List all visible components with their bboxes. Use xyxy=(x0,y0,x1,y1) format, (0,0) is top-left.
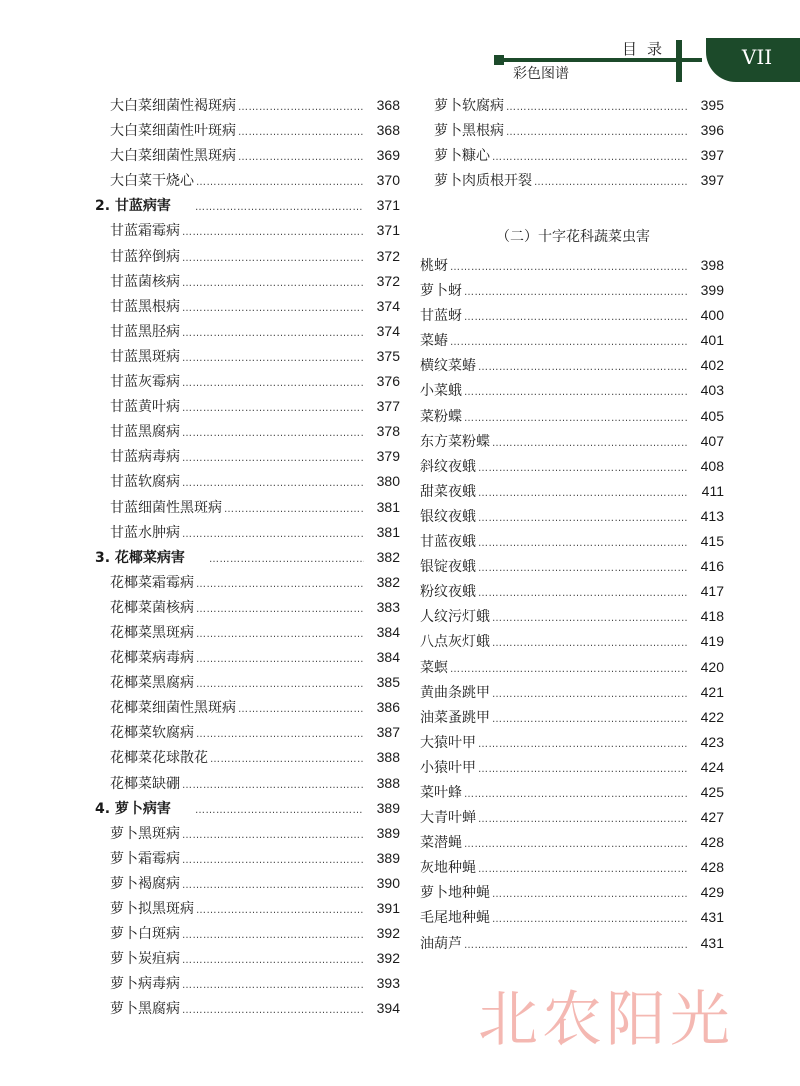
toc-entry[interactable] xyxy=(90,846,400,871)
toc-entry-page-number: 374 xyxy=(376,322,400,339)
toc-leader-dots xyxy=(492,707,688,732)
toc-entry-label: 萝卜病毒病 xyxy=(110,976,180,993)
toc-entry-page-number: 385 xyxy=(376,674,400,691)
toc-entry[interactable] xyxy=(420,143,724,168)
toc-entry[interactable] xyxy=(420,404,724,429)
toc-entry-label: 花椰菜细菌性黑斑病 xyxy=(110,700,236,717)
toc-leader-dots xyxy=(464,280,688,305)
toc-entry-label: 甘蓝黑腐病 xyxy=(110,424,180,441)
toc-entry-label: 甘蓝黑斑病 xyxy=(110,348,180,365)
toc-entry[interactable] xyxy=(90,645,400,670)
toc-entry[interactable] xyxy=(420,278,724,303)
toc-entry-page-number: 387 xyxy=(376,724,400,741)
toc-entry-label: 菜粉蝶 xyxy=(420,408,462,425)
toc-entry-page-number: 389 xyxy=(376,799,400,816)
toc-entry[interactable] xyxy=(420,168,724,193)
toc-entry-page-number: 389 xyxy=(376,849,400,866)
toc-entry-label: 甘蓝软腐病 xyxy=(110,474,180,491)
toc-leader-dots xyxy=(478,481,688,506)
toc-leader-dots xyxy=(478,506,688,531)
toc-entry-page-number: 420 xyxy=(700,658,724,675)
toc-entry[interactable] xyxy=(90,93,400,118)
toc-entry-label: 萝卜白斑病 xyxy=(110,926,180,943)
toc-entry-page-number: 368 xyxy=(376,97,400,113)
toc-entry-page-number: 428 xyxy=(700,834,724,851)
toc-entry-label: 萝卜软腐病 xyxy=(434,98,504,114)
toc-section-entry[interactable] xyxy=(90,796,400,821)
toc-entry[interactable] xyxy=(420,655,724,680)
toc-entry-label: 斜纹夜蛾 xyxy=(420,458,476,475)
toc-entry[interactable] xyxy=(420,504,724,529)
toc-leader-dots xyxy=(196,622,364,647)
toc-entry[interactable] xyxy=(420,479,724,504)
toc-entry[interactable] xyxy=(420,328,724,353)
toc-entry[interactable] xyxy=(90,670,400,695)
toc-leader-dots xyxy=(450,255,688,280)
toc-entry[interactable] xyxy=(420,529,724,554)
toc-entry-page-number: 401 xyxy=(700,332,724,349)
toc-entry-label: 萝卜黑斑病 xyxy=(110,825,180,842)
toc-entry-label: 菜螟 xyxy=(420,659,448,676)
toc-entry-page-number: 382 xyxy=(376,573,400,590)
toc-entry[interactable] xyxy=(90,419,400,444)
toc-leader-dots xyxy=(196,597,364,622)
toc-entry[interactable] xyxy=(90,771,400,796)
toc-entry-label: 甘蓝灰霉病 xyxy=(110,374,180,391)
toc-entry[interactable] xyxy=(420,755,724,780)
toc-entry-label: 小菜蛾 xyxy=(420,383,462,400)
toc-entry-page-number: 381 xyxy=(376,498,400,515)
toc-entry-page-number: 422 xyxy=(700,708,724,725)
toc-entry[interactable] xyxy=(90,344,400,369)
toc-leader-dots xyxy=(182,873,364,898)
toc-entry-label: 萝卜黑腐病 xyxy=(110,1001,180,1018)
toc-entry-label: 萝卜蚜 xyxy=(420,283,462,300)
toc-entry-label: 甘蓝夜蛾 xyxy=(420,534,476,551)
toc-entry-page-number: 413 xyxy=(700,507,724,524)
toc-entry[interactable] xyxy=(90,394,400,419)
toc-leader-dots xyxy=(182,371,364,396)
toc-entry-page-number: 419 xyxy=(700,633,724,650)
toc-entry[interactable] xyxy=(420,93,724,118)
toc-entry[interactable] xyxy=(420,554,724,579)
toc-entry[interactable] xyxy=(90,871,400,896)
toc-entry-label: 甘蓝黄叶病 xyxy=(110,399,180,416)
toc-entry-label: 萝卜黑根病 xyxy=(434,123,504,140)
toc-section-entry[interactable] xyxy=(90,193,400,218)
toc-entry-label: 萝卜糠心 xyxy=(434,148,490,165)
toc-leader-dots xyxy=(478,807,688,832)
toc-entry-label: 甘蓝水肿病 xyxy=(110,524,180,541)
toc-entry-label: 花椰菜菌核病 xyxy=(110,599,194,616)
toc-entry-label: 菜叶蜂 xyxy=(420,784,462,801)
toc-entry-label: 菜潜蝇 xyxy=(420,835,462,852)
toc-entry-page-number: 391 xyxy=(376,900,400,916)
toc-leader-dots xyxy=(478,556,688,581)
toc-entry-label: 大白菜细菌性褐斑病 xyxy=(110,98,236,114)
toc-entry-page-number: 389 xyxy=(376,824,400,841)
toc-entry-page-number: 368 xyxy=(376,122,400,139)
toc-leader-dots xyxy=(209,547,364,572)
toc-entry-page-number: 388 xyxy=(376,774,400,791)
toc-entry-label: 萝卜拟黑斑病 xyxy=(110,901,194,917)
toc-entry-label: 八点灰灯蛾 xyxy=(420,634,490,651)
toc-leader-dots xyxy=(196,722,364,747)
toc-entry[interactable] xyxy=(420,830,724,855)
toc-entry[interactable] xyxy=(420,880,724,905)
toc-leader-dots xyxy=(196,647,364,672)
toc-entry-label: 银锭夜蛾 xyxy=(420,559,476,576)
toc-entry[interactable] xyxy=(90,520,400,545)
toc-entry-label: 毛尾地种蝇 xyxy=(420,910,490,927)
toc-entry-page-number: 384 xyxy=(376,649,400,666)
toc-entry[interactable] xyxy=(420,680,724,705)
toc-entry[interactable] xyxy=(90,294,400,319)
toc-entry[interactable] xyxy=(90,946,400,971)
toc-entry[interactable] xyxy=(420,353,724,378)
header-square-marker xyxy=(494,55,504,65)
toc-entry[interactable] xyxy=(90,595,400,620)
toc-entry-page-number: 428 xyxy=(700,859,724,876)
toc-leader-dots xyxy=(464,406,688,431)
toc-entry-label: 花椰菜病毒病 xyxy=(110,650,194,667)
toc-leader-dots xyxy=(210,747,364,772)
toc-entry-page-number: 416 xyxy=(700,558,724,575)
toc-entry-page-number: 377 xyxy=(376,398,400,415)
toc-entry[interactable] xyxy=(420,454,724,479)
toc-entry-page-number: 411 xyxy=(701,482,724,499)
toc-entry-page-number: 392 xyxy=(376,950,400,967)
toc-entry-page-number: 382 xyxy=(376,548,400,565)
toc-entry-page-number: 402 xyxy=(700,357,724,374)
toc-entry-label: 甘蓝黑胫病 xyxy=(110,323,180,340)
toc-entry-page-number: 399 xyxy=(700,282,724,299)
toc-entry-page-number: 371 xyxy=(376,222,400,239)
toc-entry-page-number: 421 xyxy=(700,683,724,700)
toc-leader-dots xyxy=(196,170,364,195)
toc-entry[interactable] xyxy=(90,319,400,344)
toc-entry-label: 菜蝽 xyxy=(420,333,448,350)
toc-leader-dots xyxy=(195,195,364,220)
toc-leader-dots xyxy=(182,773,364,798)
toc-entry-page-number: 395 xyxy=(700,97,724,113)
toc-entry-label: 萝卜褐腐病 xyxy=(110,875,180,892)
toc-entry[interactable] xyxy=(90,244,400,269)
header-rule xyxy=(504,58,702,62)
toc-leader-dots xyxy=(224,497,364,522)
header-vertical-bar xyxy=(676,40,682,82)
toc-entry-page-number: 429 xyxy=(700,884,724,901)
page-number-roman: VII xyxy=(741,45,773,69)
toc-leader-dots xyxy=(478,456,688,481)
toc-leader-dots xyxy=(196,672,364,697)
toc-leader-dots xyxy=(182,346,364,371)
toc-entry[interactable] xyxy=(90,269,400,294)
toc-entry[interactable] xyxy=(420,604,724,629)
toc-entry-page-number: 415 xyxy=(700,533,724,550)
toc-leader-dots xyxy=(182,421,364,446)
toc-leader-dots xyxy=(182,848,364,873)
toc-entry-page-number: 381 xyxy=(376,523,400,540)
toc-entry[interactable] xyxy=(420,118,724,143)
toc-entry[interactable] xyxy=(90,218,400,243)
toc-entry-label: 3. 花椰菜病害 xyxy=(95,549,185,566)
toc-entry[interactable] xyxy=(420,931,724,956)
toc-section-entry[interactable] xyxy=(90,545,400,570)
toc-leader-dots xyxy=(182,522,364,547)
toc-entry-label: 花椰菜软腐病 xyxy=(110,725,194,742)
toc-leader-dots xyxy=(464,933,688,958)
toc-leader-dots xyxy=(492,682,688,707)
toc-entry-label: 花椰菜缺硼 xyxy=(110,775,180,792)
toc-entry[interactable] xyxy=(420,429,724,454)
toc-entry-page-number: 403 xyxy=(700,382,724,399)
toc-leader-dots xyxy=(182,973,364,998)
toc-entry-label: 大白菜细菌性叶斑病 xyxy=(110,123,236,140)
toc-leader-dots xyxy=(464,305,688,330)
toc-entry-label: 萝卜地种蝇 xyxy=(420,885,490,902)
toc-entry[interactable] xyxy=(420,629,724,654)
toc-leader-dots xyxy=(450,330,688,355)
toc-entry-page-number: 393 xyxy=(376,975,400,992)
toc-leader-dots xyxy=(506,95,688,120)
toc-entry[interactable] xyxy=(420,579,724,604)
toc-leader-dots xyxy=(196,572,364,597)
toc-leader-dots xyxy=(182,271,364,296)
toc-entry-page-number: 390 xyxy=(376,874,400,891)
toc-entry-label: 甘蓝菌核病 xyxy=(110,273,180,290)
toc-entry-page-number: 400 xyxy=(700,307,724,324)
toc-entry-page-number: 431 xyxy=(700,934,724,951)
toc-entry-page-number: 423 xyxy=(700,733,724,750)
toc-entry-page-number: 424 xyxy=(700,758,724,775)
toc-entry-page-number: 380 xyxy=(376,473,400,490)
toc-entry-label: 油菜蚤跳甲 xyxy=(420,709,490,726)
toc-entry-label: 萝卜霜霉病 xyxy=(110,850,180,867)
header-subsection-title: 彩色图谱 xyxy=(513,66,569,82)
toc-leader-dots xyxy=(182,220,364,245)
toc-leader-dots xyxy=(182,998,364,1023)
toc-entry-label: 大白菜干烧心 xyxy=(110,173,194,190)
toc-entry-page-number: 370 xyxy=(376,172,400,189)
toc-entry[interactable] xyxy=(90,444,400,469)
toc-entry-page-number: 397 xyxy=(700,172,724,189)
toc-leader-dots xyxy=(478,757,688,782)
toc-entry-label: 桃蚜 xyxy=(420,258,448,274)
toc-entry[interactable] xyxy=(90,369,400,394)
toc-entry[interactable] xyxy=(90,971,400,996)
toc-entry-label: 小猿叶甲 xyxy=(420,759,476,776)
toc-entry-label: 油葫芦 xyxy=(420,935,462,952)
toc-entry-page-number: 376 xyxy=(376,373,400,390)
toc-entry-page-number: 417 xyxy=(700,583,724,600)
toc-entry-page-number: 379 xyxy=(376,448,400,465)
toc-entry-page-number: 397 xyxy=(700,147,724,164)
toc-entry[interactable] xyxy=(90,495,400,520)
toc-entry-page-number: 388 xyxy=(376,749,400,766)
toc-entry-label: 甘蓝病毒病 xyxy=(110,449,180,466)
toc-leader-dots xyxy=(464,832,688,857)
toc-chapter-heading: （二）十字花科蔬菜虫害 xyxy=(496,229,650,245)
toc-entry-label: 银纹夜蛾 xyxy=(420,508,476,525)
toc-leader-dots xyxy=(464,380,688,405)
toc-entry-page-number: 408 xyxy=(700,457,724,474)
toc-leader-dots xyxy=(238,697,364,722)
toc-entry-page-number: 396 xyxy=(700,122,724,139)
toc-entry-page-number: 425 xyxy=(700,783,724,800)
header-section-title: 目录 xyxy=(622,40,673,58)
toc-entry-page-number: 372 xyxy=(376,272,400,289)
toc-leader-dots xyxy=(196,898,364,923)
toc-leader-dots xyxy=(506,120,688,145)
toc-entry-label: 花椰菜黑斑病 xyxy=(110,624,194,641)
toc-entry[interactable] xyxy=(420,855,724,880)
toc-entry-page-number: 405 xyxy=(700,407,724,424)
toc-leader-dots xyxy=(182,321,364,346)
toc-entry[interactable] xyxy=(90,469,400,494)
toc-leader-dots xyxy=(478,355,688,380)
toc-entry-label: 大白菜细菌性黑斑病 xyxy=(110,148,236,165)
toc-left-column xyxy=(90,93,400,1021)
toc-leader-dots xyxy=(492,606,688,631)
toc-entry-page-number: 418 xyxy=(700,608,724,625)
toc-entry[interactable] xyxy=(90,620,400,645)
toc-entry[interactable] xyxy=(90,745,400,770)
toc-leader-dots xyxy=(238,120,364,145)
toc-entry-label: 大猿叶甲 xyxy=(420,734,476,751)
toc-leader-dots xyxy=(182,948,364,973)
toc-entry[interactable] xyxy=(90,118,400,143)
toc-entry[interactable] xyxy=(420,378,724,403)
toc-right-top-column xyxy=(420,93,724,193)
watermark-text: 北农阳光 xyxy=(478,985,734,1055)
toc-entry[interactable] xyxy=(90,996,400,1021)
toc-entry-label: 花椰菜花球散花 xyxy=(110,750,208,767)
toc-leader-dots xyxy=(492,907,688,932)
toc-entry-label: 甘蓝蚜 xyxy=(420,308,462,325)
toc-entry[interactable] xyxy=(90,821,400,846)
toc-leader-dots xyxy=(182,446,364,471)
toc-entry-label: 甘蓝猝倒病 xyxy=(110,248,180,265)
toc-leader-dots xyxy=(478,531,688,556)
toc-entry-label: 萝卜炭疽病 xyxy=(110,951,180,968)
toc-leader-dots xyxy=(182,246,364,271)
toc-entry-label: 花椰菜黑腐病 xyxy=(110,675,194,692)
toc-entry[interactable] xyxy=(90,921,400,946)
toc-entry[interactable] xyxy=(420,705,724,730)
toc-entry[interactable] xyxy=(90,168,400,193)
toc-entry[interactable] xyxy=(90,143,400,168)
toc-leader-dots xyxy=(478,857,688,882)
toc-leader-dots xyxy=(182,396,364,421)
toc-entry-page-number: 431 xyxy=(700,909,724,926)
toc-leader-dots xyxy=(478,732,688,757)
toc-entry-label: 甘蓝黑根病 xyxy=(110,298,180,315)
toc-leader-dots xyxy=(534,170,688,195)
toc-leader-dots xyxy=(492,631,688,656)
toc-right-column xyxy=(420,253,724,956)
toc-entry-label: 黄曲条跳甲 xyxy=(420,684,490,701)
toc-leader-dots xyxy=(182,923,364,948)
toc-entry-page-number: 386 xyxy=(376,699,400,716)
toc-entry-page-number: 371 xyxy=(376,197,400,214)
toc-entry-label: 横纹菜蝽 xyxy=(420,358,476,375)
toc-entry-page-number: 392 xyxy=(376,925,400,942)
toc-entry-page-number: 394 xyxy=(376,1000,400,1017)
toc-entry-label: 人纹污灯蛾 xyxy=(420,609,490,626)
toc-entry-page-number: 374 xyxy=(376,297,400,314)
toc-entry[interactable] xyxy=(90,896,400,921)
toc-entry[interactable] xyxy=(420,805,724,830)
toc-leader-dots xyxy=(492,145,688,170)
toc-entry-page-number: 407 xyxy=(700,432,724,449)
toc-leader-dots xyxy=(492,882,688,907)
toc-leader-dots xyxy=(182,471,364,496)
toc-entry[interactable] xyxy=(420,780,724,805)
toc-entry[interactable] xyxy=(420,905,724,930)
toc-entry[interactable] xyxy=(90,695,400,720)
toc-entry-label: 大青叶蝉 xyxy=(420,810,476,827)
toc-leader-dots xyxy=(450,657,688,682)
toc-entry-page-number: 427 xyxy=(700,809,724,826)
toc-entry-label: 粉纹夜蛾 xyxy=(420,584,476,601)
toc-entry-page-number: 369 xyxy=(376,147,400,164)
toc-entry-label: 甘蓝霜霉病 xyxy=(110,223,180,240)
toc-leader-dots xyxy=(195,798,364,823)
toc-entry-label: 东方菜粉蝶 xyxy=(420,433,490,450)
toc-entry[interactable] xyxy=(420,730,724,755)
toc-entry-page-number: 398 xyxy=(700,257,724,273)
toc-leader-dots xyxy=(478,581,688,606)
toc-entry[interactable] xyxy=(420,303,724,328)
toc-leader-dots xyxy=(492,431,688,456)
toc-entry-label: 2. 甘蓝病害 xyxy=(95,198,171,215)
toc-entry-label: 甘蓝细菌性黑斑病 xyxy=(110,499,222,516)
toc-entry-label: 甜菜夜蛾 xyxy=(420,483,476,500)
toc-entry[interactable] xyxy=(90,720,400,745)
toc-entry-page-number: 378 xyxy=(376,423,400,440)
toc-leader-dots xyxy=(238,95,364,120)
toc-leader-dots xyxy=(464,782,688,807)
toc-entry-label: 萝卜肉质根开裂 xyxy=(434,173,532,190)
toc-entry[interactable] xyxy=(90,570,400,595)
toc-leader-dots xyxy=(238,145,364,170)
toc-entry-page-number: 372 xyxy=(376,247,400,264)
toc-entry-label: 灰地种蝇 xyxy=(420,860,476,877)
toc-entry-page-number: 375 xyxy=(376,347,400,364)
toc-entry-label: 4. 萝卜病害 xyxy=(95,800,171,817)
toc-entry-label: 花椰菜霜霉病 xyxy=(110,574,194,591)
toc-entry[interactable] xyxy=(420,253,724,278)
toc-entry-page-number: 384 xyxy=(376,623,400,640)
toc-leader-dots xyxy=(182,823,364,848)
toc-leader-dots xyxy=(182,296,364,321)
toc-entry-page-number: 383 xyxy=(376,598,400,615)
